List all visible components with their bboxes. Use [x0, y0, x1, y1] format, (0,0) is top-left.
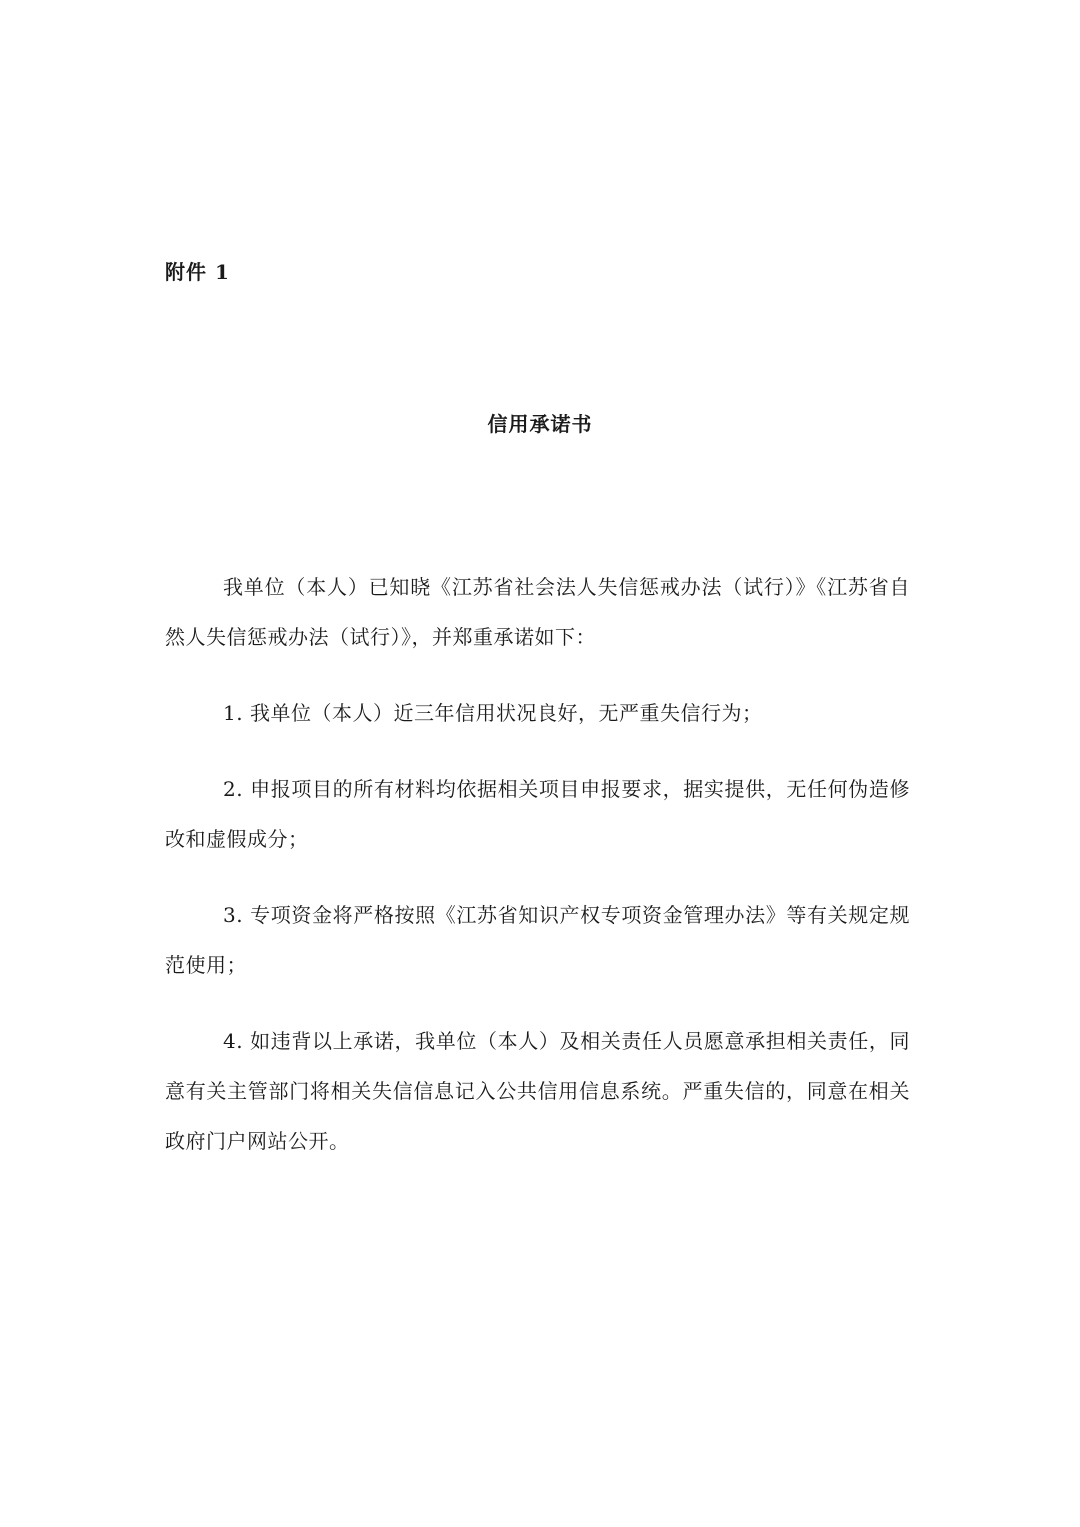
commitment-item-3: 3. 专项资金将严格按照《江苏省知识产权专项资金管理办法》等有关规定规范使用； [165, 903, 910, 977]
document-body [165, 562, 910, 1192]
commitment-item-2: 2. 申报项目的所有材料均依据相关项目申报要求，据实提供，无任何伪造修改和虚假成分； [165, 777, 910, 851]
attachment-label: 附件 1 [165, 260, 230, 284]
commitment-item-4: 4. 如违背以上承诺，我单位（本人）及相关责任人员愿意承担相关责任，同意有关主管部门将相关失信信息记入公共信用信息系统。严重失信的，同意在相关政府门户网站公开。 [165, 1029, 910, 1153]
document-title: 信用承诺书 [487, 412, 593, 436]
commitment-item-1: 1. 我单位（本人）近三年信用状况良好，无严重失信行为； [223, 701, 763, 725]
intro-paragraph: 我单位（本人）已知晓《江苏省社会法人失信惩戒办法（试行）》《江苏省自然人失信惩戒办法（试行）》，并郑重承诺如下： [165, 575, 910, 649]
